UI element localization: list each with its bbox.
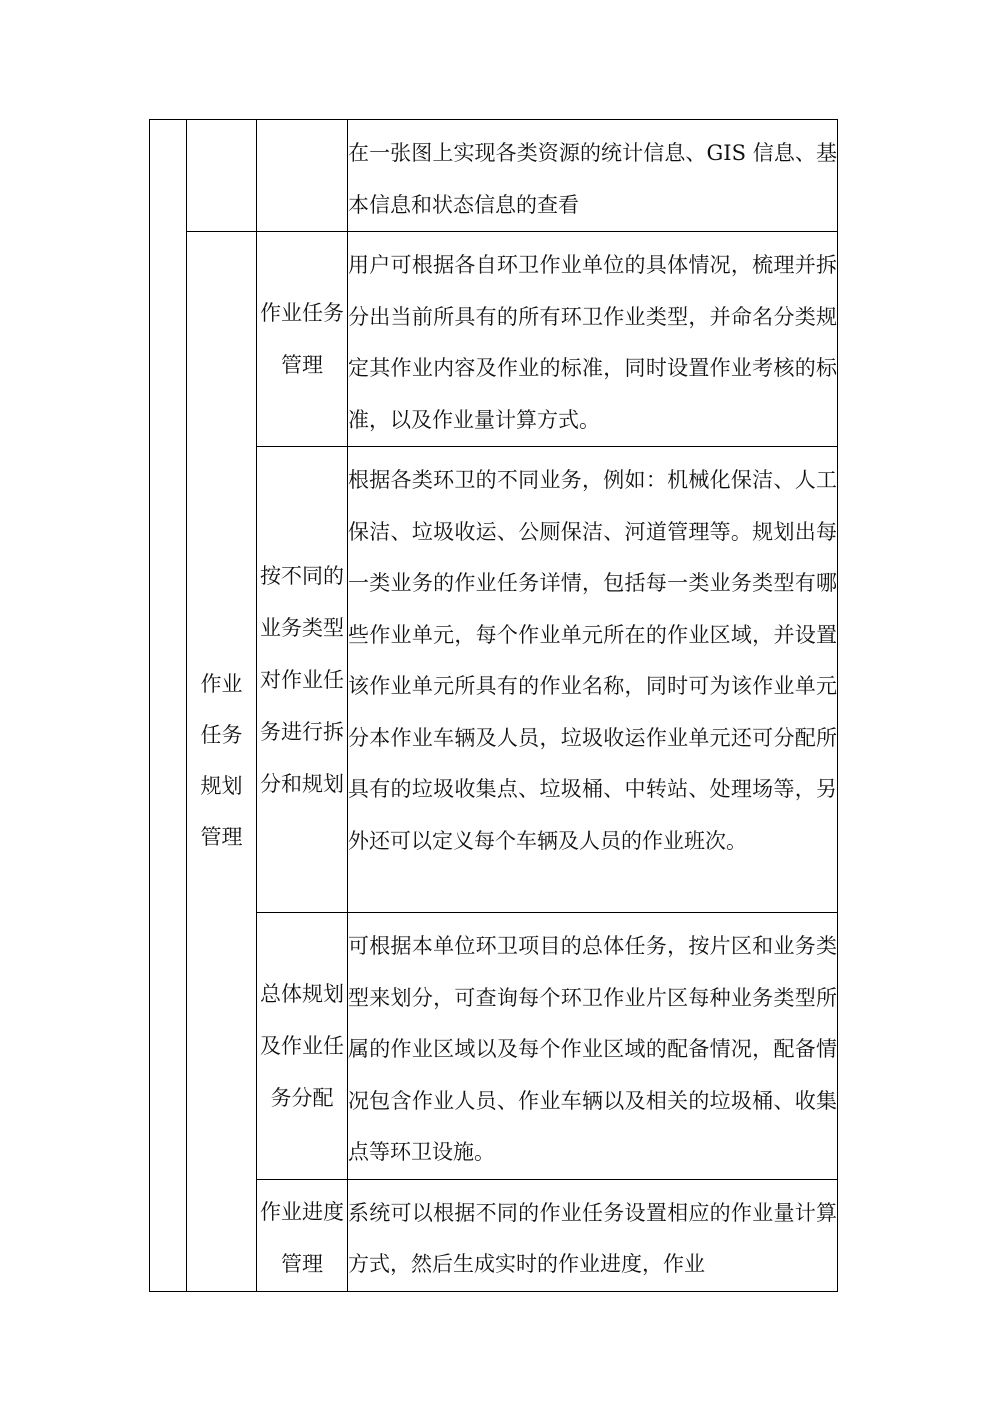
description-cell: 在一张图上实现各类资源的统计信息、GIS 信息、基本信息和状态信息的查看 — [348, 120, 838, 232]
function-cell: 作业任务管理 — [257, 232, 348, 447]
table-row — [150, 232, 838, 447]
description-cell: 根据各类环卫的不同业务，例如：机械化保洁、人工保洁、垃圾收运、公厕保洁、河道管理等。规划出每一类业务的作业任务详情，包括每一类业务类型有哪些作业单元，每个作业单元所在的作业区域，并设置该作业单元所具有的作业名称，同时可为该作业单元分本作业车辆及人员，垃圾收运作业单元还可分配所具有的垃圾收集点、垃圾桶、中转站、处理场等，另外还可以定义每个车辆及人员的作业班次。 — [348, 447, 838, 913]
empty-module-cell — [187, 120, 257, 232]
module-cell: 作业任务规划管理 — [187, 232, 257, 1292]
table-row — [150, 120, 838, 232]
spec-table — [149, 119, 838, 1292]
function-cell — [257, 120, 348, 232]
description-cell: 可根据本单位环卫项目的总体任务，按片区和业务类型来划分，可查询每个环卫作业片区每种业务类型所属的作业区域以及每个作业区域的配备情况，配备情况包含作业人员、作业车辆以及相关的垃圾桶、收集点等环卫设施。 — [348, 913, 838, 1180]
description-cell: 系统可以根据不同的作业任务设置相应的作业量计算方式，然后生成实时的作业进度，作业 — [348, 1179, 838, 1291]
description-cell: 用户可根据各自环卫作业单位的具体情况，梳理并拆分出当前所具有的所有环卫作业类型，并命名分类规定其作业内容及作业的标准，同时设置作业考核的标准，以及作业量计算方式。 — [348, 232, 838, 447]
function-cell: 作业进度管理 — [257, 1179, 348, 1291]
empty-category-cell — [150, 120, 187, 1292]
function-cell: 总体规划及作业任务分配 — [257, 913, 348, 1180]
function-cell: 按不同的业务类型对作业任务进行拆分和规划 — [257, 447, 348, 913]
